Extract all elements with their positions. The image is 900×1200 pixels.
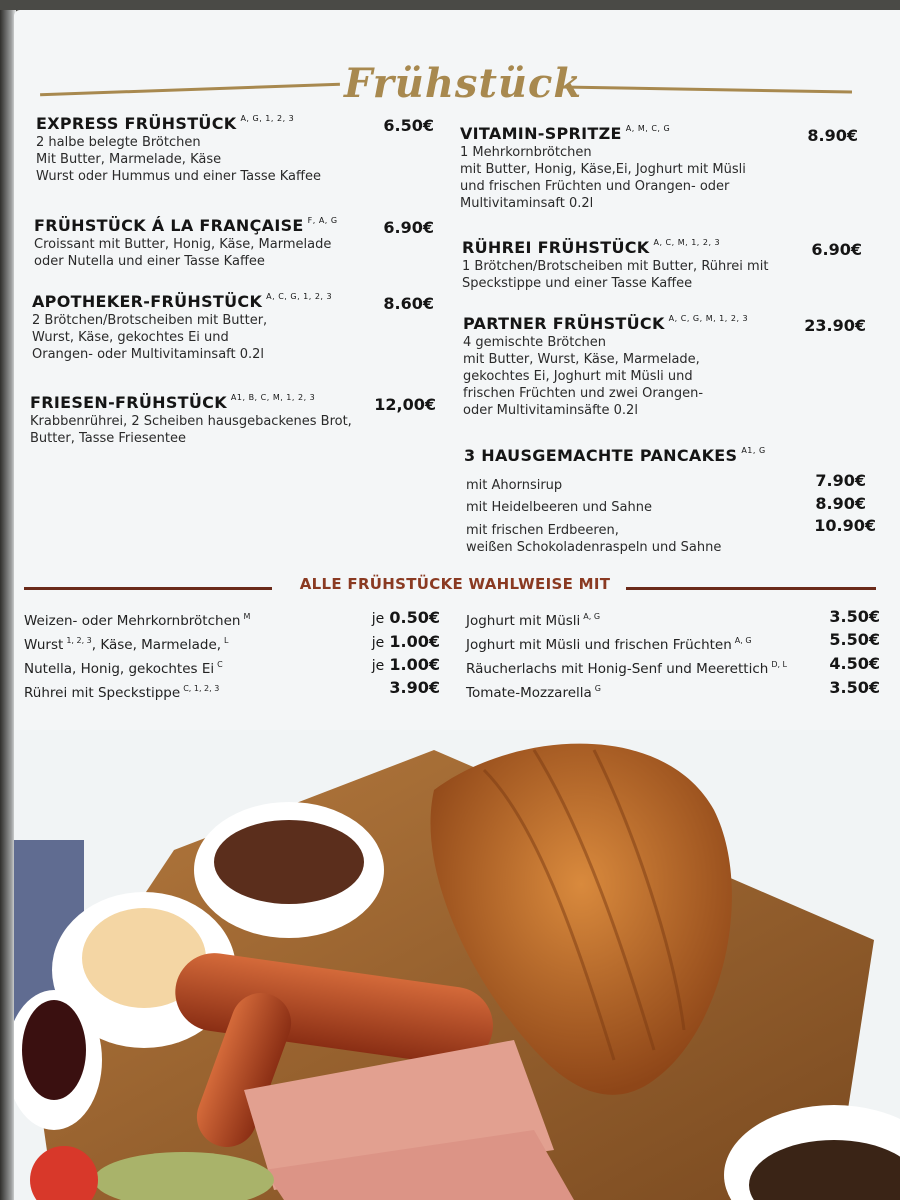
allergen-codes: A, C, G, 1, 2, 3 <box>266 292 333 301</box>
item-description: 1 Brötchen/Brotscheiben mit Butter, Rührei mit Speckstippe und einer Tasse Kaffee <box>462 259 769 291</box>
menu-item-partner <box>463 314 803 419</box>
extra-item-label: Weizen- oder Mehrkornbrötchen $^M$ <box>24 612 251 629</box>
extra-item-price: 3.50€ <box>829 607 880 626</box>
allergen-codes: A1, G <box>741 446 766 455</box>
extra-item-label: Wurst $^{1, 2, 3}$, Käse, Marmelade, $^L$ <box>24 636 229 653</box>
item-price: 6.90€ <box>811 240 862 259</box>
extra-item-price: je 0.50€ <box>371 608 440 627</box>
item-description: 2 Brötchen/Brotscheiben mit Butter, Wurst, Käse, gekochtes Ei und Orangen- oder Multivitaminsaft 0.2l <box>32 313 268 362</box>
title-header <box>14 50 900 120</box>
pancake-option-label: mit Ahornsirup <box>466 478 563 493</box>
item-description: Krabbenrührei, 2 Scheiben hausgebackenes Brot, Butter, Tasse Friesentee <box>30 414 352 446</box>
allergen-codes: F, A, G <box>307 216 338 225</box>
item-name: PARTNER FRÜHSTÜCK <box>463 314 665 333</box>
extra-item-label: Joghurt mit Müsli $^{A, G}$ <box>466 612 601 629</box>
item-name: FRÜHSTÜCK Á LA FRANÇAISE <box>34 216 304 235</box>
section-divider-right <box>626 587 876 590</box>
item-price: 8.60€ <box>383 294 434 313</box>
extra-item-price: je 1.00€ <box>371 655 440 674</box>
menu-item-vitamin-spritze <box>460 124 800 212</box>
title-flourish-left <box>40 83 340 96</box>
item-price: 23.90€ <box>804 316 866 335</box>
extra-item-label: Rührei mit Speckstippe $^{C, 1, 2, 3}$ <box>24 684 220 701</box>
item-price: 12,00€ <box>374 395 436 414</box>
item-name: RÜHREI FRÜHSTÜCK <box>462 238 650 257</box>
item-name: VITAMIN-SPRITZE <box>460 124 622 143</box>
pancake-option-price: 8.90€ <box>815 494 866 513</box>
extra-item-price: 3.90€ <box>389 678 440 697</box>
extra-item-label: Nutella, Honig, gekochtes Ei $^C$ <box>24 660 223 677</box>
page-title: Frühstück <box>344 60 583 107</box>
item-price: 6.90€ <box>383 218 434 237</box>
extra-item-price: je 1.00€ <box>371 632 440 651</box>
breakfast-photo <box>14 730 900 1200</box>
pancake-option-price: 7.90€ <box>815 471 866 490</box>
extra-item-price: 4.50€ <box>829 654 880 673</box>
item-name: FRIESEN-FRÜHSTÜCK <box>30 393 227 412</box>
item-name: APOTHEKER-FRÜHSTÜCK <box>32 292 263 311</box>
allergen-codes: A, C, M, 1, 2, 3 <box>653 238 721 247</box>
allergen-codes: A1, B, C, M, 1, 2, 3 <box>230 393 316 402</box>
extra-item-price: 5.50€ <box>829 630 880 649</box>
allergen-codes: A, C, G, M, 1, 2, 3 <box>668 314 749 323</box>
extra-item-label: Räucherlachs mit Honig-Senf und Meerettich $^{D, L}$ <box>466 660 788 677</box>
pancake-option-price: 10.90€ <box>814 516 876 535</box>
menu-page <box>14 10 900 1200</box>
pancake-option-label: mit frischen Erdbeeren, <box>466 523 619 538</box>
extras-section-title: ALLE FRÜHSTÜCKE WAHLWEISE MIT <box>299 575 611 593</box>
item-price: 6.50€ <box>383 116 434 135</box>
section-divider-left <box>24 587 272 590</box>
extra-item-label: Joghurt mit Müsli und frischen Früchten $^{A, G}$ <box>466 636 752 653</box>
item-name: 3 HAUSGEMACHTE PANCAKES <box>464 446 738 465</box>
item-name: EXPRESS FRÜHSTÜCK <box>36 114 237 133</box>
item-description: 1 Mehrkornbrötchen mit Butter, Honig, Käse,Ei, Joghurt mit Müsli und frischen Früchten und Orangen- oder Multivitaminsaft 0.2l <box>460 145 746 211</box>
allergen-codes: A, G, 1, 2, 3 <box>240 114 295 123</box>
item-description: 2 halbe belegte Brötchen Mit Butter, Marmelade, Käse Wurst oder Hummus und einer Tasse Kaffee <box>36 135 321 184</box>
menu-item-ruehrei <box>462 238 802 292</box>
allergen-codes: A, M, C, G <box>625 124 671 133</box>
extra-item-label: Tomate-Mozzarella $^G$ <box>466 684 601 701</box>
item-description: Croissant mit Butter, Honig, Käse, Marmelade oder Nutella und einer Tasse Kaffee <box>34 237 332 269</box>
pancake-option-label: mit Heidelbeeren und Sahne <box>466 500 652 515</box>
pancake-option-label-2: weißen Schokoladenraspeln und Sahne <box>466 540 722 555</box>
menu-item-pancakes <box>464 446 844 465</box>
item-description: 4 gemischte Brötchen mit Butter, Wurst, Käse, Marmelade, gekochtes Ei, Joghurt mit Müsli und frischen Früchten und zwei Orangen- oder Multivitaminsäfte 0.2l <box>463 335 704 418</box>
item-price: 8.90€ <box>807 126 858 145</box>
extra-item-price: 3.50€ <box>829 678 880 697</box>
title-flourish-right <box>562 85 852 93</box>
